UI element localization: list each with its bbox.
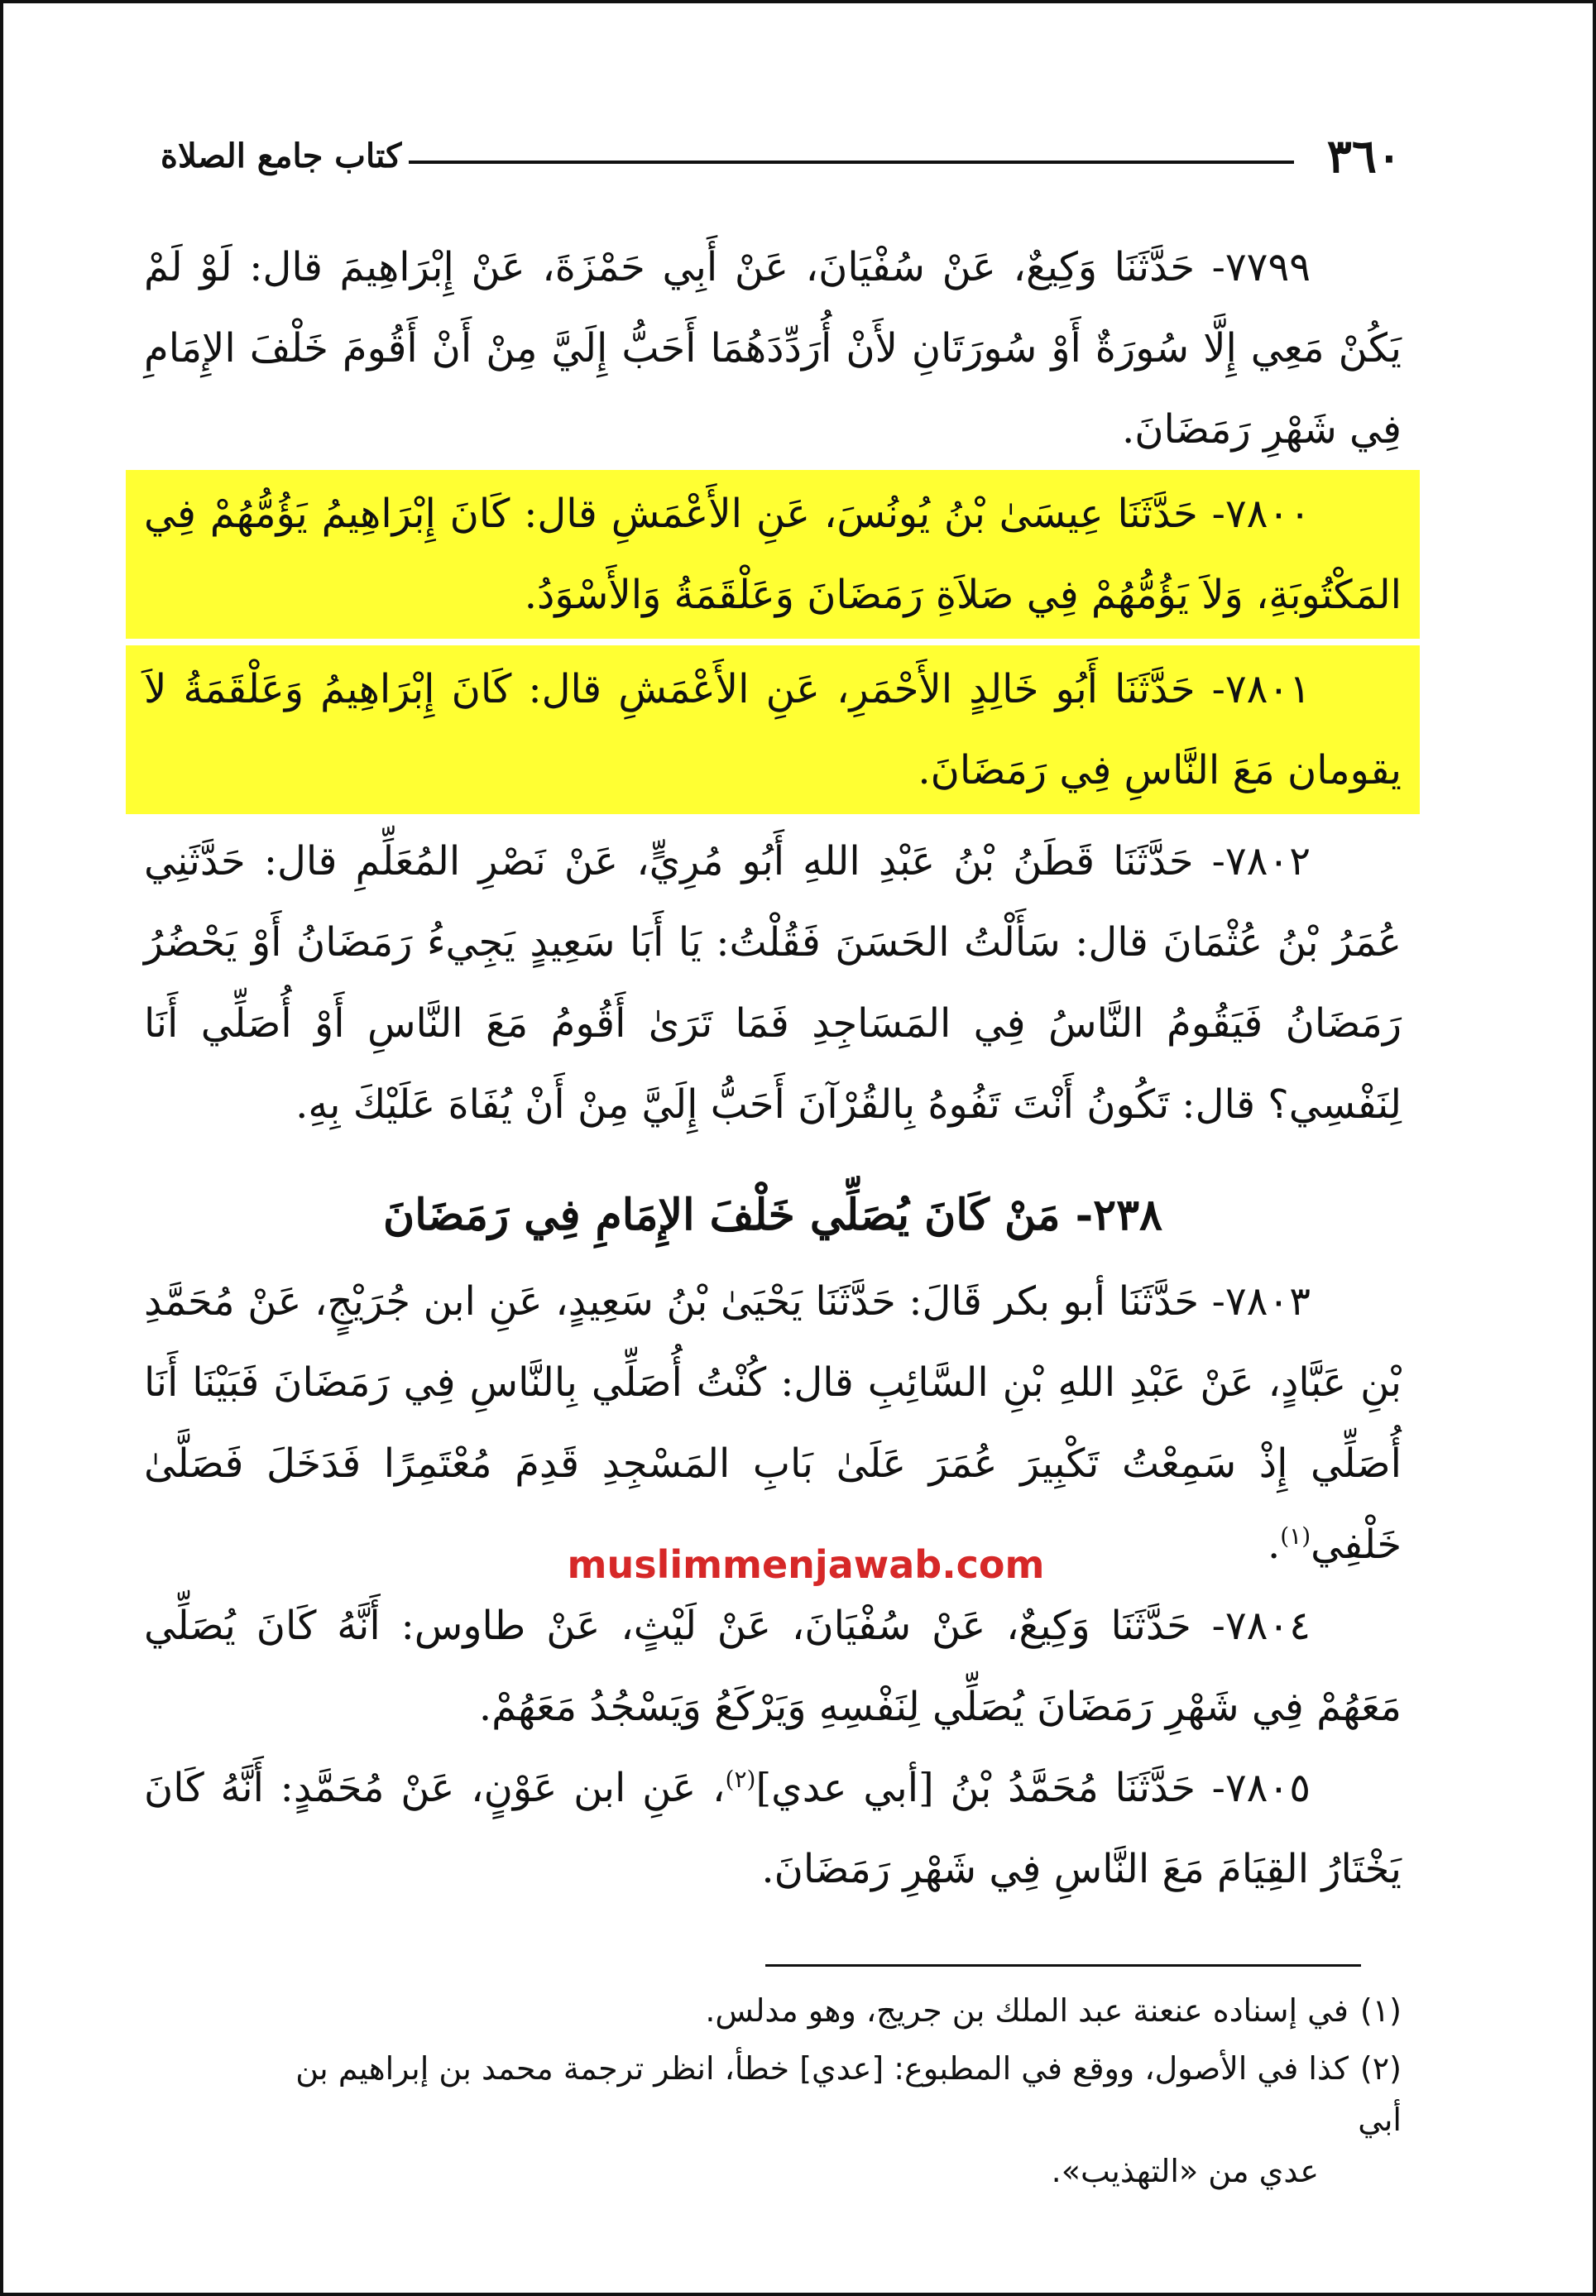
hadith-7802 (144, 821, 1402, 1145)
book-title: كتاب جامع الصلاة (161, 137, 402, 175)
hadith-text: حَدَّثَنَا وَكِيعٌ، عَنْ سُفْيَانَ، عَنْ لَيْثٍ، عَنْ طاوس: أَنَّهُ كَانَ يُصَلِّي مَعَهُمْ فِي شَهْرِ رَمَضَانَ يُصَلِّي لِنَفْسِهِ وَيَرْكَعُ وَيَسْجُدُ مَعَهُمْ. (144, 1603, 1402, 1730)
footnote-ref[interactable]: (١) (1280, 1522, 1311, 1550)
hadith-number: ٧٨٠٥- (1211, 1765, 1311, 1811)
hadith-text: حَدَّثَنَا مُحَمَّدُ بْنُ [أبي عدي] (755, 1765, 1196, 1811)
hadith-text: حَدَّثَنَا قَطَنُ بْنُ عَبْدِ اللهِ أَبُو مُرِيٍّ، عَنْ نَصْرِ المُعَلِّمِ قال: حَدَّثَنِي عُمَرُ بْنُ عُثْمَانَ قال: سَأَلْتُ الحَسَنَ فَقُلْتُ: يَا أَبَا سَعِيدٍ يَجِيءُ رَمَضَانُ أَوْ يَحْضُرُ رَمَضَانُ فَيَقُومُ النَّاسُ فِي المَسَاجِدِ فَمَا تَرَىٰ أَقُومُ مَعَ النَّاسِ أَوْ أُصَلِّي أَنَا لِنَفْسِي؟ قال: تَكُونُ أَنْتَ تَفُوهُ بِالقُرْآنَ أَحَبُّ إِلَيَّ مِنْ أَنْ يُفَاهَ عَلَيْكَ بِهِ. (144, 838, 1402, 1128)
hadith-number: ٧٨٠٢- (1211, 838, 1311, 884)
footnote-separator (765, 1964, 1361, 1967)
hadith-text: حَدَّثَنَا وَكِيعٌ، عَنْ سُفْيَانَ، عَنْ أَبِي حَمْزَةَ، عَنْ إِبْرَاهِيمَ قال: لَوْ لَمْ يَكُنْ مَعِي إِلَّا سُورَةٌ أَوْ سُورَتَانِ لأَنْ أُرَدِّدَهُمَا أَحَبُّ إِلَيَّ مِنْ أَنْ أَقُومَ خَلْفَ الإِمَامِ فِي شَهْرِ رَمَضَانَ. (144, 244, 1402, 453)
hadith-number: ٧٧٩٩- (1211, 244, 1311, 290)
header-rule (409, 161, 1294, 164)
hadith-7805 (144, 1747, 1402, 1910)
hadith-number: ٧٨٠٣- (1211, 1278, 1311, 1325)
hadith-text: حَدَّثَنَا عِيسَىٰ بْنُ يُونُسَ، عَنِ الأَعْمَشِ قال: كَانَ إِبْرَاهِيمُ يَؤُمُّهُمْ فِي المَكْتُوبَةِ، وَلاَ يَؤُمُّهُمْ فِي صَلاَةِ رَمَضَانَ وَعَلْقَمَةُ وَالأَسْوَدُ. (144, 491, 1402, 618)
footnote-2 (252, 2043, 1402, 2197)
page-number: ٣٦٠ (1326, 129, 1402, 184)
hadith-7799 (144, 227, 1402, 470)
hadith-7801-highlighted (126, 645, 1420, 821)
hadith-7803: ٧٨٠٣- حَدَّثَنَا أبو بكر قَالَ: حَدَّثَنَا يَحْيَىٰ بْنُ سَعِيدٍ، عَنِ ابن جُرَيْجٍ، عَنْ مُحَمَّدِ بْنِ عَبَّادٍ، عَنْ عَبْدِ اللهِ بْنِ السَّائِبِ قال: كُنْتُ أُصَلِّي بِالنَّاسِ فِي رَمَضَانَ فَبَيْنَا أَنَا أُصَلِّي إِذْ سَمِعْتُ تَكْبِيرَ عُمَرَ عَلَىٰ بَابِ المَسْجِدِ قَدِمَ مُعْتَمِرًا فَدَخَلَ فَصَلَّىٰ خَلْفِي$^{(١)}$. (144, 1278, 1402, 1568)
hadith-text: حَدَّثَنَا أبو بكر قَالَ: حَدَّثَنَا يَحْيَىٰ بْنُ سَعِيدٍ، عَنِ ابن جُرَيْجٍ، عَنْ مُحَمَّدِ بْنِ عَبَّادٍ، عَنْ عَبْدِ اللهِ بْنِ السَّائِبِ قال: كُنْتُ أُصَلِّي بِالنَّاسِ فِي رَمَضَانَ فَبَيْنَا أَنَا أُصَلِّي إِذْ سَمِعْتُ تَكْبِيرَ عُمَرَ عَلَىٰ بَابِ المَسْجِدِ قَدِمَ مُعْتَمِرًا فَدَخَلَ فَصَلَّىٰ خَلْفِي (144, 1278, 1402, 1568)
section-heading: ٢٣٨- مَنْ كَانَ يُصَلِّي خَلْفَ الإِمَامِ فِي رَمَضَانَ (383, 1190, 1162, 1240)
footnote-continuation: عدي من «التهذيب». (1051, 2153, 1319, 2189)
footnote-ref[interactable]: (٢) (725, 1766, 756, 1793)
footnotes (252, 1985, 1402, 2203)
hadith-number: ٧٨٠٠- (1211, 491, 1311, 537)
watermark-text: muslimmenjawab.com (567, 1542, 1045, 1587)
footnote-number: (٢) (1359, 2050, 1402, 2087)
hadith-text-continued: ، عَنِ ابن عَوْنٍ، عَنْ مُحَمَّدٍ: أَنَّهُ كَانَ يَخْتَارُ القِيَامَ مَعَ النَّاسِ فِي شَهْرِ رَمَضَانَ. (144, 1765, 1402, 1892)
page-header (161, 127, 1402, 185)
hadith-text: حَدَّثَنَا أَبُو خَالِدٍ الأَحْمَرِ، عَنِ الأَعْمَشِ قال: كَانَ إِبْرَاهِيمُ وَعَلْقَمَةُ لاَ يقومان مَعَ النَّاسِ فِي رَمَضَانَ. (144, 666, 1402, 793)
footnote-1 (252, 1985, 1402, 2036)
footnote-number: (١) (1359, 1992, 1402, 2029)
hadith-7800-highlighted (126, 470, 1420, 645)
footnote-text: كذا في الأصول، ووقع في المطبوع: [عدي] خطأ، انظر ترجمة محمد بن إبراهيم بن أبي (295, 2050, 1402, 2138)
footnote-text: في إسناده عنعنة عبد الملك بن جريج، وهو مدلس. (705, 1992, 1349, 2029)
main-text (144, 227, 1402, 1910)
hadith-7804 (144, 1585, 1402, 1747)
hadith-number: ٧٨٠١- (1211, 666, 1311, 712)
hadith-number: ٧٨٠٤- (1211, 1603, 1311, 1649)
